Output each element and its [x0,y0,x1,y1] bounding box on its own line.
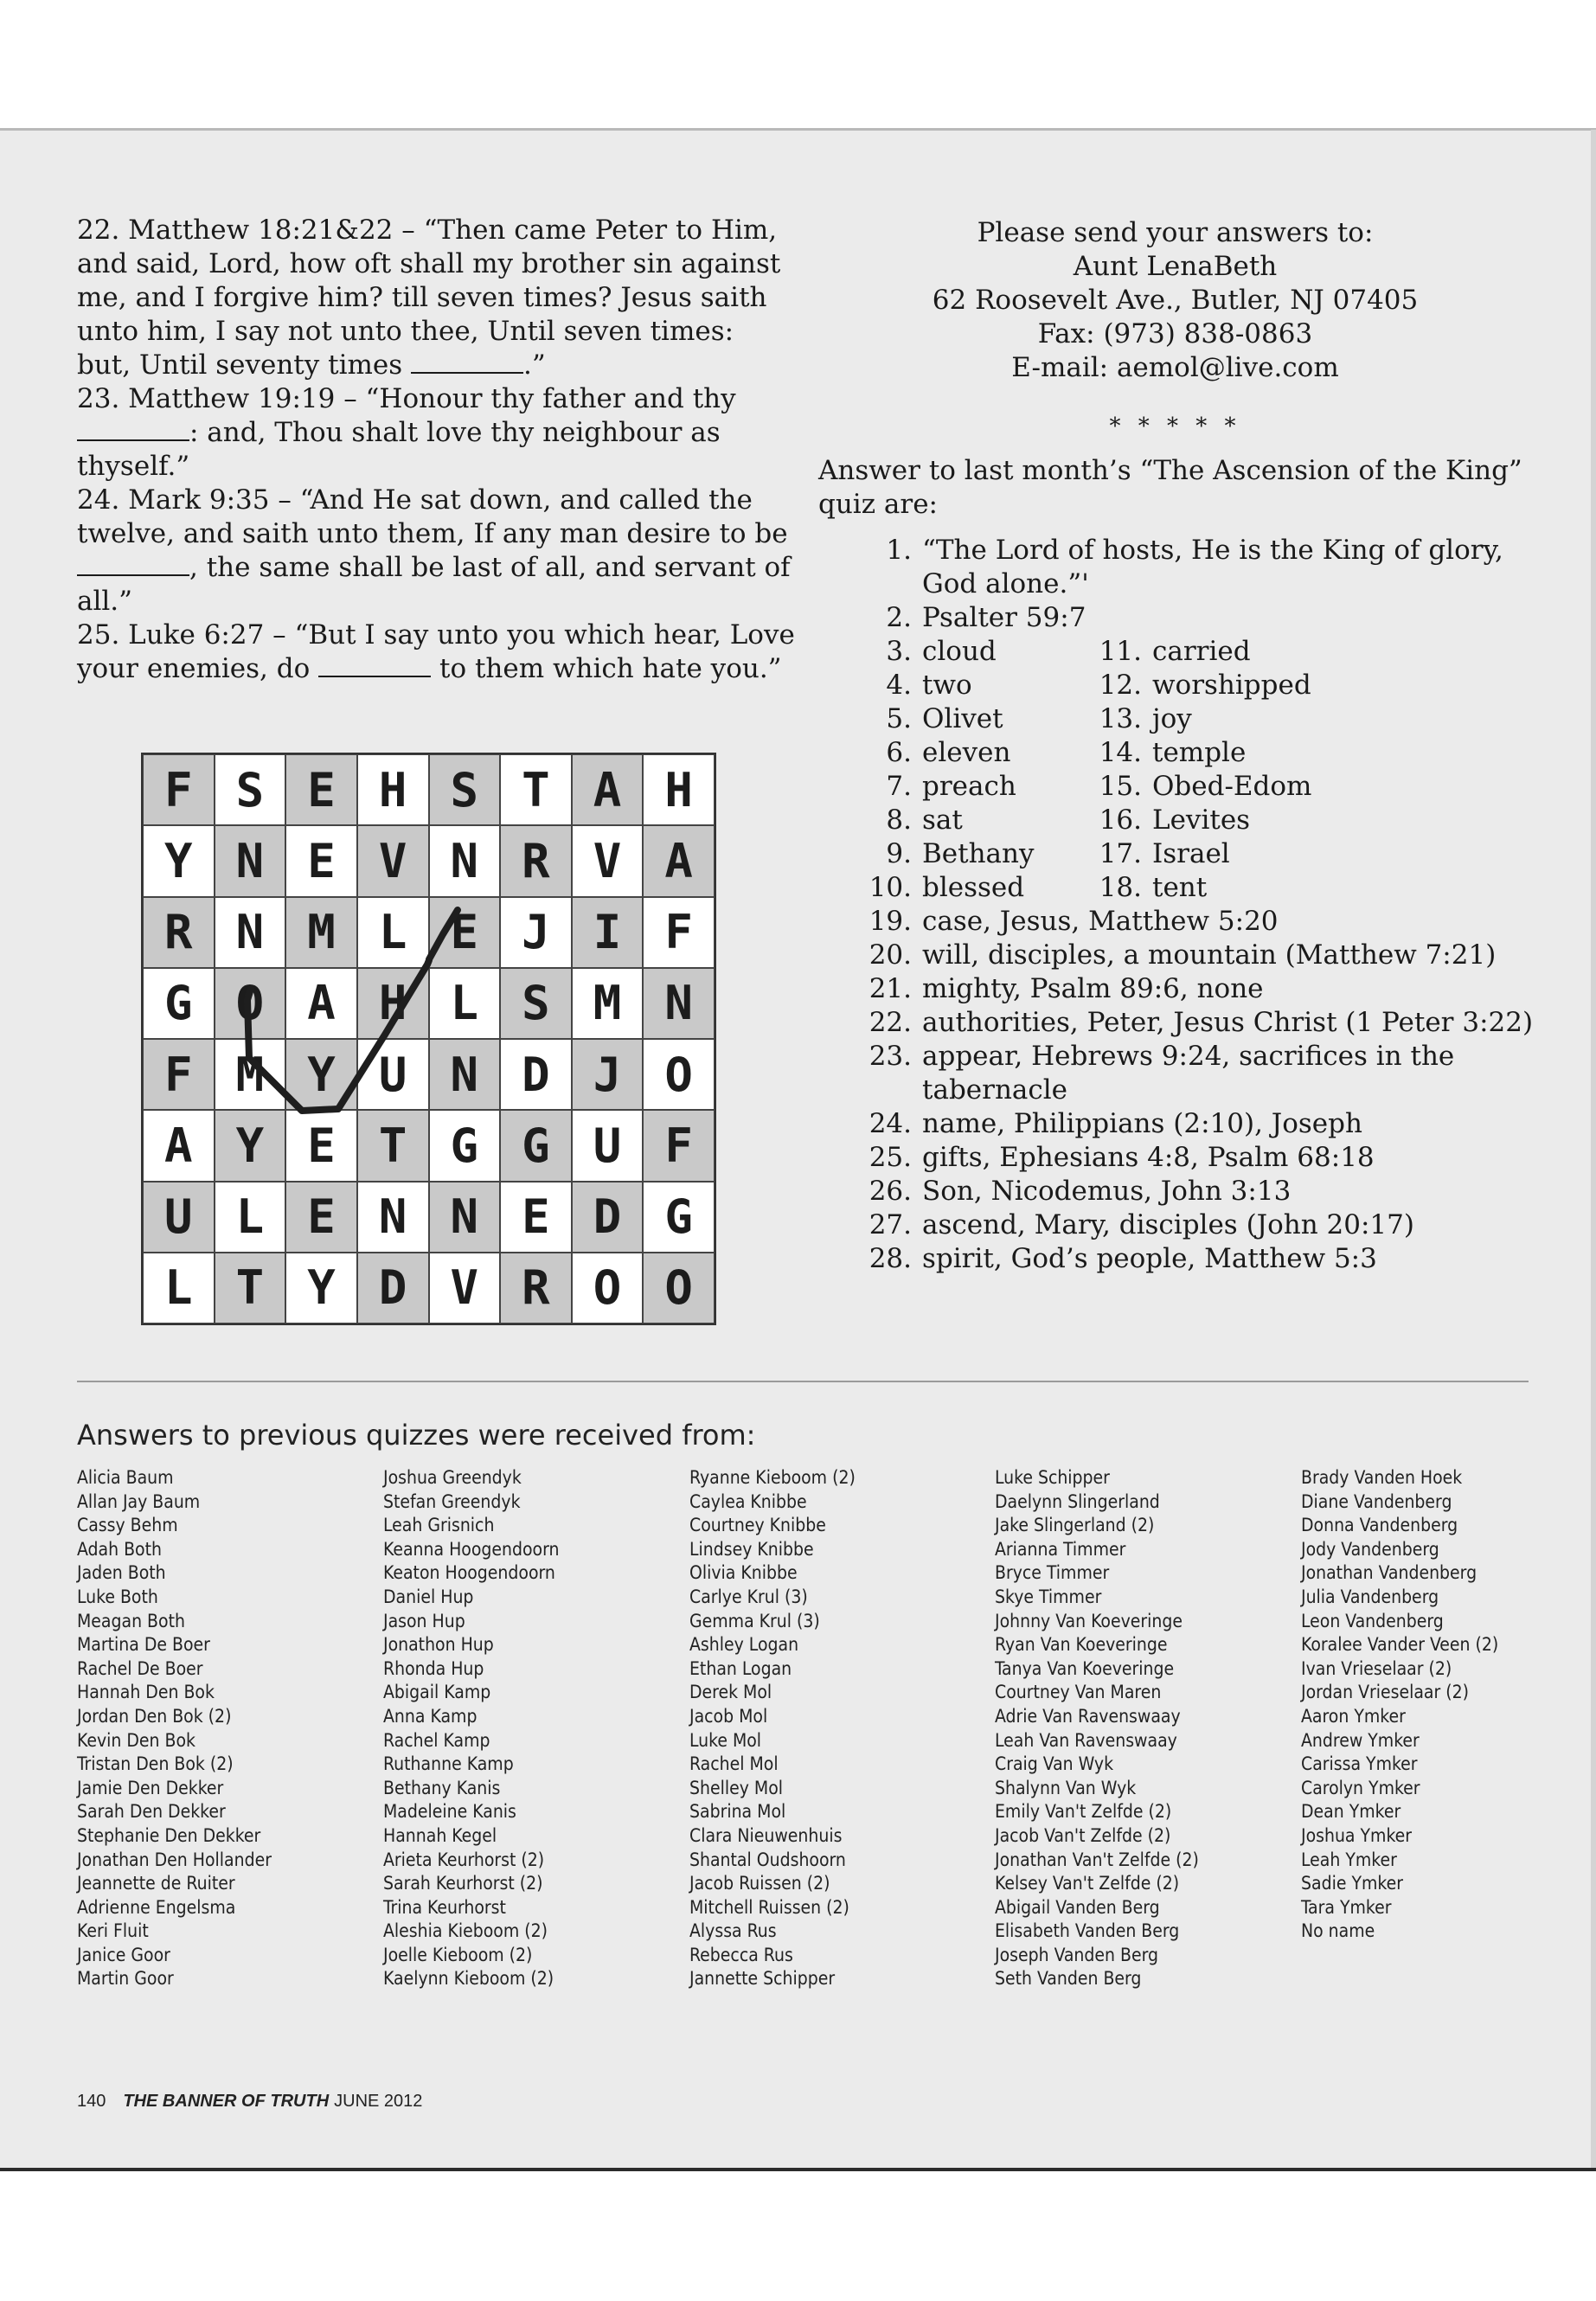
respondent-name: Luke Both [77,1586,158,1607]
grid-letter: N [429,1182,501,1253]
grid-letter: E [500,1182,572,1253]
respondent-name: Rachel Mol [689,1753,779,1775]
grid-letter: N [357,1182,429,1253]
respondent-name: Jeannette de Ruiter [77,1873,235,1894]
respondent-name: Derek Mol [689,1682,772,1703]
answer-item: 23. appear, Hebrews 9:24, sacrifices in the tabernacle [869,1041,1455,1106]
respondent-name: Allan Jay Baum [77,1490,201,1512]
grid-letter: T [500,754,572,825]
grid-letter: U [572,1110,644,1181]
respondent-name: Ivan Vrieselaar (2) [1301,1657,1452,1679]
grid-letter: A [143,1110,215,1181]
respondent-name: Rachel De Boer [77,1657,203,1679]
respondent-name: Jannette Schipper [689,1968,836,1990]
respondent-name: Aaron Ymker [1301,1705,1406,1727]
answers-list [818,534,1562,1276]
contact-email: E-mail: aemol@live.com [1011,352,1339,383]
grid-letter: O [215,968,286,1039]
respondent-name: Meagan Both [77,1610,185,1631]
answer-pair: 10. blessed 18. tent [869,872,1208,903]
respondent-name: Hannah Kegel [383,1824,497,1846]
respondent-name: Shelley Mol [689,1777,784,1798]
respondent-name: Keanna Hoogendoorn [383,1538,560,1560]
respondent-name: Jordan Den Bok (2) [77,1705,232,1727]
respondent-name: Arieta Keurhorst (2) [383,1849,545,1870]
respondent-name: Diane Vandenberg [1301,1490,1452,1512]
grid-letter: L [143,1253,215,1324]
page-number: 140 [77,2092,106,2111]
grid-letter: L [357,897,429,968]
page-footer [77,2092,422,2112]
grid-letter: L [215,1182,286,1253]
answer-item: 1. “The Lord of hosts, He is the King of glory, God alone.”' [886,535,1503,599]
respondent-name: Kelsey Van't Zelfde (2) [995,1873,1180,1894]
grid-letter: N [643,968,715,1039]
respondent-name: Stefan Greendyk [383,1490,521,1512]
grid-letter: A [572,754,644,825]
respondent-name: Jacob Van't Zelfde (2) [995,1824,1171,1846]
respondent-name: Craig Van Wyk [995,1753,1114,1775]
contact-intro: Please send your answers to: [977,217,1374,248]
names-column-5 [1301,1466,1595,1944]
respondent-name: Sadie Ymker [1301,1873,1403,1894]
answer-blank [411,351,523,374]
answer-item: 24. name, Philippians (2:10), Joseph [869,1108,1362,1139]
answer-item: 26. Son, Nicodemus, John 3:13 [869,1176,1292,1207]
grid-letter: V [429,1253,501,1324]
respondent-name: Courtney Van Maren [995,1682,1162,1703]
respondent-name: Jacob Mol [689,1705,768,1727]
grid-letter: T [215,1253,286,1324]
respondent-name: Gemma Krul (3) [689,1610,820,1631]
respondent-name: Jaden Both [77,1562,166,1584]
letter-grid [141,753,716,1325]
respondent-name: Donna Vandenberg [1301,1515,1458,1536]
respondent-name: Ethan Logan [689,1657,792,1679]
respondent-name: Jonathan Den Hollander [77,1849,272,1870]
grid-letter: F [143,1039,215,1110]
grid-letter: U [357,1039,429,1110]
page-bottom-edge [0,2168,1596,2171]
answer-blank [77,419,189,441]
grid-letter: T [357,1110,429,1181]
respondent-name: Elisabeth Vanden Berg [995,1920,1180,1942]
respondent-name: Luke Schipper [995,1467,1110,1488]
grid-letter: F [643,1110,715,1181]
respondent-name: Abigail Vanden Berg [995,1896,1160,1918]
grid-letter: J [500,897,572,968]
grid-letter: S [500,968,572,1039]
respondent-name: Keaton Hoogendoorn [383,1562,555,1584]
respondent-name: Jason Hup [383,1610,465,1631]
respondent-name: Kaelynn Kieboom (2) [383,1968,554,1990]
respondent-name: Ruthanne Kamp [383,1753,514,1775]
answer-item: 22. authorities, Peter, Jesus Christ (1 Peter 3:22) [869,1007,1534,1038]
grid-letter: M [572,968,644,1039]
respondent-name: Martina De Boer [77,1634,210,1656]
respondent-name: Jonathan Van't Zelfde (2) [995,1849,1199,1870]
grid-letter: F [143,754,215,825]
respondent-name: Caylea Knibbe [689,1490,807,1512]
names-column-4 [995,1466,1289,1991]
answer-item: 20. will, disciples, a mountain (Matthew 7:21) [869,939,1497,971]
grid-letter: D [500,1039,572,1110]
respondent-name: Ryanne Kieboom (2) [689,1467,856,1488]
respondent-name: Joelle Kieboom (2) [383,1944,533,1965]
grid-letter: R [500,1253,572,1324]
respondent-name: Kevin Den Bok [77,1729,195,1751]
respondent-name: Jamie Den Dekker [77,1777,224,1798]
grid-letter: E [429,897,501,968]
respondent-name: Tara Ymker [1301,1896,1392,1918]
names-column-3 [689,1466,984,1991]
respondent-name: Bryce Timmer [995,1562,1110,1584]
respondent-name: Shantal Oudshoorn [689,1849,846,1870]
respondent-name: Adah Both [77,1538,162,1560]
received-heading: Answers to previous quizzes were received from: [77,1419,756,1452]
respondent-name: Cassy Behm [77,1515,178,1536]
answer-pair: 4. two 12. worshipped [886,670,1311,701]
grid-letter: E [285,754,357,825]
respondent-name: Jake Slingerland (2) [995,1515,1155,1536]
answer-item: 2. Psalter 59:7 [886,602,1086,633]
respondent-name: Clara Nieuwenhuis [689,1824,843,1846]
answer-item: 19. case, Jesus, Matthew 5:20 [869,906,1279,937]
respondent-name: Joseph Vanden Berg [995,1944,1158,1965]
grid-letter: U [143,1182,215,1253]
respondent-name: Ryan Van Koeveringe [995,1634,1168,1656]
grid-letter: H [357,968,429,1039]
respondent-name: Rachel Kamp [383,1729,490,1751]
respondent-name: Sarah Keurhorst (2) [383,1873,543,1894]
grid-letter: R [143,897,215,968]
publication-name: THE BANNER OF TRUTH [123,2092,330,2111]
answer-blank [77,554,189,576]
issue-date: JUNE 2012 [334,2092,423,2111]
respondent-name: Shalynn Van Wyk [995,1777,1137,1798]
answers-heading: Answer to last month’s “The Ascension of the King” quiz are: [818,455,1522,520]
question-23: 23. Matthew 19:19 – “Honour thy father and thy : and, Thou shalt love thy neighbour as thyself.” [77,383,736,482]
respondent-name: Leon Vandenberg [1301,1610,1444,1631]
respondent-name: Brady Vanden Hoek [1301,1467,1463,1488]
contact-address: 62 Roosevelt Ave., Butler, NJ 07405 [932,285,1419,316]
answer-pair: 7. preach 15. Obed-Edom [886,771,1312,802]
grid-letter: O [572,1253,644,1324]
grid-letter: E [285,825,357,896]
respondent-name: Tristan Den Bok (2) [77,1753,234,1775]
grid-letter: H [643,754,715,825]
answer-pair: 6. eleven 14. temple [886,737,1247,768]
respondent-name: Sarah Den Dekker [77,1801,226,1823]
answer-item: 25. gifts, Ephesians 4:8, Psalm 68:18 [869,1142,1375,1173]
answer-item: 21. mighty, Psalm 89:6, none [869,973,1264,1004]
contact-name: Aunt LenaBeth [1073,251,1278,282]
grid-letter: N [429,825,501,896]
answer-item: 27. ascend, Mary, disciples (John 20:17) [869,1209,1414,1240]
grid-letter: G [143,968,215,1039]
answer-pair: 9. Bethany 17. Israel [886,838,1230,869]
grid-letter: N [429,1039,501,1110]
grid-letter: F [643,897,715,968]
grid-letter: A [285,968,357,1039]
respondent-name: Luke Mol [689,1729,762,1751]
respondent-name: Jonathon Hup [383,1634,494,1656]
respondent-name: Leah Grisnich [383,1515,495,1536]
question-24: 24. Mark 9:35 – “And He sat down, and called the twelve, and saith unto them, If any man desire to be , the same shall be last of all, and servant of all.” [77,484,791,617]
grid-letter: V [357,825,429,896]
respondent-name: Sabrina Mol [689,1801,786,1823]
grid-letter: R [500,825,572,896]
respondent-name: Koralee Vander Veen (2) [1301,1634,1499,1656]
respondent-name: Rhonda Hup [383,1657,484,1679]
respondent-name: Seth Vanden Berg [995,1968,1142,1990]
grid-letter: Y [215,1110,286,1181]
respondent-name: Daelynn Slingerland [995,1490,1160,1512]
respondent-name: Hannah Den Bok [77,1682,215,1703]
names-column-2 [383,1466,677,1991]
names-column-1 [77,1466,371,1991]
grid-letter: M [215,1039,286,1110]
question-25: 25. Luke 6:27 – “But I say unto you which hear, Love your enemies, do to them which hate you.” [77,619,795,684]
grid-letter: M [285,897,357,968]
grid-letter: I [572,897,644,968]
respondent-name: Trina Keurhorst [383,1896,506,1918]
grid-letter: N [215,825,286,896]
respondent-name: Rebecca Rus [689,1944,793,1965]
respondent-name: Skye Timmer [995,1586,1102,1607]
respondent-name: Alicia Baum [77,1467,174,1488]
quiz-questions [77,214,795,686]
respondent-name: Carissa Ymker [1301,1753,1418,1775]
grid-letter: D [572,1182,644,1253]
contact-fax: Fax: (973) 838-0863 [1037,318,1313,349]
grid-letter: Y [285,1253,357,1324]
respondent-name: Stephanie Den Dekker [77,1824,261,1846]
respondent-name: Jody Vandenberg [1301,1538,1439,1560]
answer-pair: 3. cloud 11. carried [886,636,1251,667]
contact-block [818,216,1532,385]
respondent-name: Julia Vandenberg [1301,1586,1439,1607]
grid-letter: G [429,1110,501,1181]
respondent-name: Aleshia Kieboom (2) [383,1920,548,1942]
respondent-name: Courtney Knibbe [689,1515,826,1536]
respondent-name: Leah Ymker [1301,1849,1397,1870]
grid-letter: Y [143,825,215,896]
respondent-name: Dean Ymker [1301,1801,1401,1823]
respondent-name: Jordan Vrieselaar (2) [1301,1682,1470,1703]
respondent-name: Carlye Krul (3) [689,1586,808,1607]
grid-letter: G [643,1182,715,1253]
page-top-edge [0,128,1596,131]
respondent-name: Joshua Greendyk [383,1467,522,1488]
respondent-name: Johnny Van Koeveringe [995,1610,1183,1631]
grid-letter: S [215,754,286,825]
respondent-name: Carolyn Ymker [1301,1777,1420,1798]
respondent-name: Adrie Van Ravenswaay [995,1705,1181,1727]
respondent-name: Lindsey Knibbe [689,1538,814,1560]
grid-letter: E [285,1110,357,1181]
respondent-name: Joshua Ymker [1301,1824,1413,1846]
respondent-name: Ashley Logan [689,1634,799,1656]
respondent-name: Mitchell Ruissen (2) [689,1896,849,1918]
grid-letter: J [572,1039,644,1110]
respondent-name: Jacob Ruissen (2) [689,1873,830,1894]
question-22: 22. Matthew 18:21&22 – “Then came Peter to Him, and said, Lord, how oft shall my brother sin against me, and I forgive him? till seven times? Jesus saith unto him, I say not unto thee, Until seven times: but, Until seventy times .” [77,215,781,381]
respondent-name: Janice Goor [77,1944,170,1965]
respondent-name: Madeleine Kanis [383,1801,516,1823]
grid-letter: L [429,968,501,1039]
respondent-name: Olivia Knibbe [689,1562,798,1584]
respondent-name: Jonathan Vandenberg [1301,1562,1477,1584]
grid-letter: A [643,825,715,896]
answer-pair: 5. Olivet 13. joy [886,703,1192,734]
respondent-name: Keri Fluit [77,1920,149,1942]
respondent-name: Bethany Kanis [383,1777,501,1798]
answer-item: 28. spirit, God’s people, Matthew 5:3 [869,1243,1377,1274]
answer-blank [318,655,431,677]
word-search-puzzle [141,753,716,1325]
respondent-name: Emily Van't Zelfde (2) [995,1801,1172,1823]
answer-pair: 8. sat 16. Levites [886,804,1251,836]
respondent-name: Alyssa Rus [689,1920,777,1942]
respondent-name: Leah Van Ravenswaay [995,1729,1177,1751]
section-separator: * * * * * [1109,413,1241,439]
respondent-name: Martin Goor [77,1968,174,1990]
grid-letter: V [572,825,644,896]
respondent-name: Adrienne Engelsma [77,1896,236,1918]
respondent-name: Tanya Van Koeveringe [995,1657,1175,1679]
grid-letter: E [285,1182,357,1253]
respondent-name: Abigail Kamp [383,1682,491,1703]
respondent-name: Arianna Timmer [995,1538,1126,1560]
respondent-name: Andrew Ymker [1301,1729,1420,1751]
grid-letter: D [357,1253,429,1324]
respondent-name: Anna Kamp [383,1705,478,1727]
respondent-name: Daniel Hup [383,1586,474,1607]
grid-letter: G [500,1110,572,1181]
grid-letter: O [643,1253,715,1324]
respondent-name: No name [1301,1920,1375,1942]
grid-letter: Y [285,1039,357,1110]
section-divider [77,1381,1529,1382]
grid-letter: H [357,754,429,825]
grid-letter: N [215,897,286,968]
grid-letter: O [643,1039,715,1110]
grid-letter: S [429,754,501,825]
